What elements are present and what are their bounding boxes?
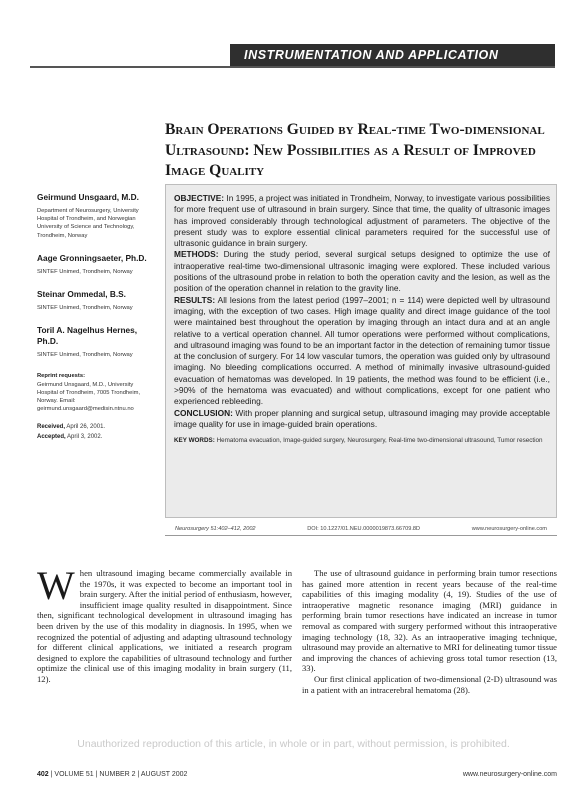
- body-column-left: [37, 563, 292, 685]
- body-column-right: [302, 568, 557, 695]
- author-block: [37, 325, 155, 359]
- objective-label: OBJECTIVE:: [174, 193, 225, 203]
- abstract-methods: [174, 249, 550, 294]
- conclusion-text: With proper planning and surgical setup, ultrasound imaging may provide acceptable image quality for use in image-guided brain operations.: [174, 407, 550, 429]
- results-label: RESULTS:: [174, 294, 216, 305]
- results-text: All lesions from the latest period (1997–2001; n = 114) were depicted well by ultrasound imaging, with the exception of two cases. High image quality and direct image guidance of the tool were maintained best throughout the operation by imaging through an intact dura and at an angle relative to a vertical operation channel. All tumor operations were performed without complications, and ultrasound imaging was found to be an important factor in the detection of remaining tumor tissue at the conclusion of surgery. For 14 low vascular tumors, the operation was guided only by ultrasound imaging. No bleeding complications occurred. A method of minimally invasive ultrasound-guided evacuation of hematomas was developed. In 19 patients, the method was found to be efficient (i.e., >90% of the hematoma was evacuated) and without complications, except for one patient who experienced rebleeding.: [174, 294, 551, 407]
- citation-journal: Neurosurgery 51:402–412, 2002: [175, 525, 256, 532]
- section-label: INSTRUMENTATION AND APPLICATION: [244, 48, 499, 62]
- issue-info: | VOLUME 51 | NUMBER 2 | AUGUST 2002: [48, 771, 188, 778]
- author-affiliation: SINTEF Unimed, Trondheim, Norway: [37, 305, 133, 312]
- abstract-conclusion: [174, 408, 550, 431]
- body-paragraph: Our first clinical application of two-dimensional (2-D) ultrasound was in a patient with an intracerebral hematoma (28).: [302, 673, 557, 695]
- accepted-label: Accepted,: [37, 433, 66, 440]
- author-affiliation: SINTEF Unimed, Trondheim, Norway: [37, 268, 133, 275]
- author-name: Steinar Ommedal, B.S.: [37, 289, 126, 300]
- author-sidebar: [37, 192, 155, 442]
- author-block: [37, 289, 155, 312]
- article-title: Brain Operations Guided by Real-time Two-dimensional Ultrasound: New Possibilities as a Result of Improved Image Quality: [165, 121, 545, 179]
- author-block: [37, 253, 155, 276]
- author-name: Geirmund Unsgaard, M.D.: [37, 192, 139, 202]
- reprint-text[interactable]: Geirmund Unsgaard, M.D., University Hospital of Trondheim, 7005 Trondheim, Norway. Email: geirmund.unsgaard@medisin.ntnu.no: [37, 381, 141, 413]
- citation-doi[interactable]: DOI: 10.1227/01.NEU.0000019873.66709.8D: [307, 525, 421, 532]
- author-affiliation: SINTEF Unimed, Trondheim, Norway: [37, 352, 133, 359]
- copyright-watermark: Unauthorized reproduction of this article, in whole or in part, without permission, is prohibited.: [77, 738, 510, 750]
- intro-paragraph: [37, 563, 292, 685]
- keywords: [174, 436, 550, 445]
- conclusion-label: CONCLUSION:: [174, 407, 233, 418]
- footer-issue: [37, 771, 187, 778]
- abstract-objective: [174, 193, 550, 249]
- footer-website[interactable]: www.neurosurgery-online.com: [462, 771, 557, 778]
- abstract-results: [174, 295, 550, 408]
- keywords-label: KEY WORDS:: [174, 437, 215, 445]
- author-name: Toril A. Nagelhus Hernes, Ph.D.: [37, 325, 138, 347]
- objective-text: In 1995, a project was initiated in Trondheim, Norway, to investigate various possibilities for more frequent use of ultrasound in brain surgery. Since that time, the quality of ultrasonic images has improved considerably through technological adjustment of parameters. The objective of the present study was to explore essential clinical parameters required for the successful use of ultrasonic guidance in brain surgery.: [174, 193, 550, 249]
- received-date: April 26, 2001.: [66, 424, 106, 431]
- methods-text: During the study period, several surgical setups designed to optimize the use of intraoperative real-time two-dimensional ultrasonic imaging were explored. These included various positions of the ultrasound probe in relation to both the operation cavity and the lesion, as well as the position of the operation channel in relation to the gravity line.: [174, 249, 550, 294]
- keywords-text: Hematoma evacuation, Image-guided surgery, Neurosurgery, Real-time two-dimensional ultrasound, Tumor resection: [216, 437, 543, 445]
- abstract-box: [165, 184, 557, 518]
- page-number: 402: [37, 771, 49, 778]
- methods-label: METHODS:: [174, 249, 219, 260]
- intro-text: hen ultrasound imaging became commercially available in the 1970s, it was expected to become an important tool in brain surgery. After the initial period of enthusiasm, however, insufficient image quality resulted in disappointment. Since then, significant technological development in ultrasound imaging has been driven by the use of this modality in diagnosis. In 1995, when we recognized the potential of adjusting and adapting ultrasound technology for different clinical applications, we initiated a research program designed to explore the capabilities of ultrasound technology and further optimize the clinical use of this imaging modality in brain surgery (11, 12).: [37, 568, 292, 684]
- received-label: Received,: [37, 424, 66, 431]
- citation-row: [165, 522, 557, 536]
- reprint-requests: [37, 372, 155, 413]
- header-rule: [30, 66, 555, 68]
- author-affiliation: Department of Neurosurgery, University Hospital of Trondheim, and Norwegian University of Science and Technology, Trondheim, Norway: [37, 208, 139, 239]
- author-name: Aage Gronningsaeter, Ph.D.: [37, 252, 147, 263]
- citation-website[interactable]: www.neurosurgery-online.com: [471, 525, 547, 532]
- article-dates: [37, 423, 155, 442]
- section-header-bar: [230, 44, 555, 66]
- author-block: [37, 192, 155, 240]
- drop-cap: W: [37, 563, 75, 608]
- body-paragraph: The use of ultrasound guidance in performing brain tumor resections has gained more attention in recent years because of the real-time capabilities of this imaging modality (4, 19). Studies of the use of intraoperative magnetic resonance imaging (MRI) guidance in performing brain tumor resections have indicated an increase in tumor removal as compared with surgery performed without this intraoperative imaging technology (18, 32). As an intraoperative imaging technique, ultrasound may provide an alternative to MRI for delineating tumor tissue and improving the chances of achieving gross total tumor resection (13, 33).: [302, 568, 557, 674]
- accepted-date: April 3, 2002.: [67, 433, 103, 440]
- reprint-label: Reprint requests:: [37, 373, 85, 380]
